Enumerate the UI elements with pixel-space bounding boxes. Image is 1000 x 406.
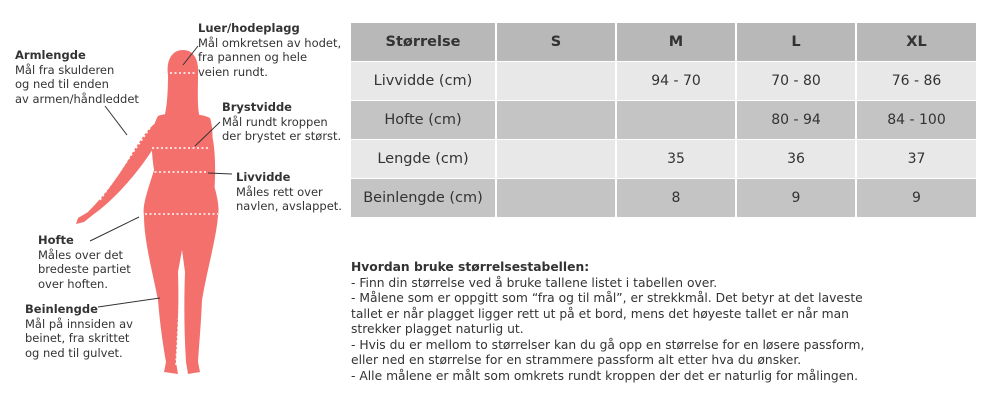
table-cell: 84 - 100 — [856, 101, 977, 140]
table-cell — [616, 101, 736, 140]
table-row — [351, 140, 977, 179]
howto-line: - Finn din størrelse ved å bruke tallene listet i tabellen over. — [351, 275, 718, 290]
header-size: Størrelse — [351, 23, 496, 62]
row-label: Hofte (cm) — [351, 101, 496, 140]
howto-line: - Alle målene er målt som omkrets rundt kroppen der det er naturlig for målingen. — [351, 368, 858, 383]
table-cell: 70 - 80 — [736, 62, 856, 101]
label-luer: Luer/hodeplagg Mål omkretsen av hodet, fra pannen og hele veien rundt. — [198, 21, 342, 79]
howto-line: strekker plagget naturlig ut. — [351, 322, 524, 336]
howto-line: - Hvis du er mellom to størrelser kan du gå opp en størrelse for en løsere passform, — [351, 337, 865, 352]
table-cell — [496, 140, 616, 179]
table-cell: 9 — [856, 179, 977, 218]
label-brystvidde: Brystvidde Mål rundt kroppen der brystet er størst. — [222, 100, 342, 143]
table-cell: 9 — [736, 179, 856, 218]
label-beinlengde: Beinlengde Mål på innsiden av beinet, fra skrittet og ned til gulvet. — [25, 302, 133, 360]
howto-line: - Målene som er oppgitt som “fra og til mål”, er strekkmål. Det betyr at det laveste — [351, 291, 863, 305]
row-label: Lengde (cm) — [351, 140, 496, 179]
table-row — [351, 101, 977, 140]
table-cell: 37 — [856, 140, 977, 179]
size-table — [351, 23, 978, 218]
table-cell — [496, 62, 616, 101]
howto-title: Hvordan bruke størrelsestabellen: — [351, 260, 590, 274]
table-cell: 94 - 70 — [616, 62, 736, 101]
row-label: Beinlengde (cm) — [351, 179, 496, 218]
label-hofte: Hofte Måles over det bredeste partiet over hoften. — [38, 233, 131, 291]
table-cell — [496, 101, 616, 140]
table-row — [351, 62, 977, 101]
label-livvidde: Livvidde Måles rett over navlen, avslappet. — [236, 170, 342, 213]
table-cell — [496, 179, 616, 218]
howto-line: eller ned en størrelse for en strammere passform alt etter hva du ønsker. — [351, 353, 802, 367]
table-header-row — [351, 23, 977, 62]
table-cell: 76 - 86 — [856, 62, 977, 101]
table-cell: 36 — [736, 140, 856, 179]
header-s: S — [496, 23, 616, 62]
table-cell: 35 — [616, 140, 736, 179]
table-cell: 80 - 94 — [736, 101, 856, 140]
header-m: M — [616, 23, 736, 62]
table-row — [351, 179, 977, 218]
header-xl: XL — [856, 23, 977, 62]
howto-section — [351, 260, 971, 384]
label-armlengde: Armlengde Mål fra skulderen og ned til enden av armen/håndleddet — [15, 48, 139, 106]
row-label: Livvidde (cm) — [351, 62, 496, 101]
table-cell: 8 — [616, 179, 736, 218]
header-l: L — [736, 23, 856, 62]
howto-line: tallet er når plagget ligger rett ut på et bord, mens det høyeste tallet er når man — [351, 306, 849, 321]
